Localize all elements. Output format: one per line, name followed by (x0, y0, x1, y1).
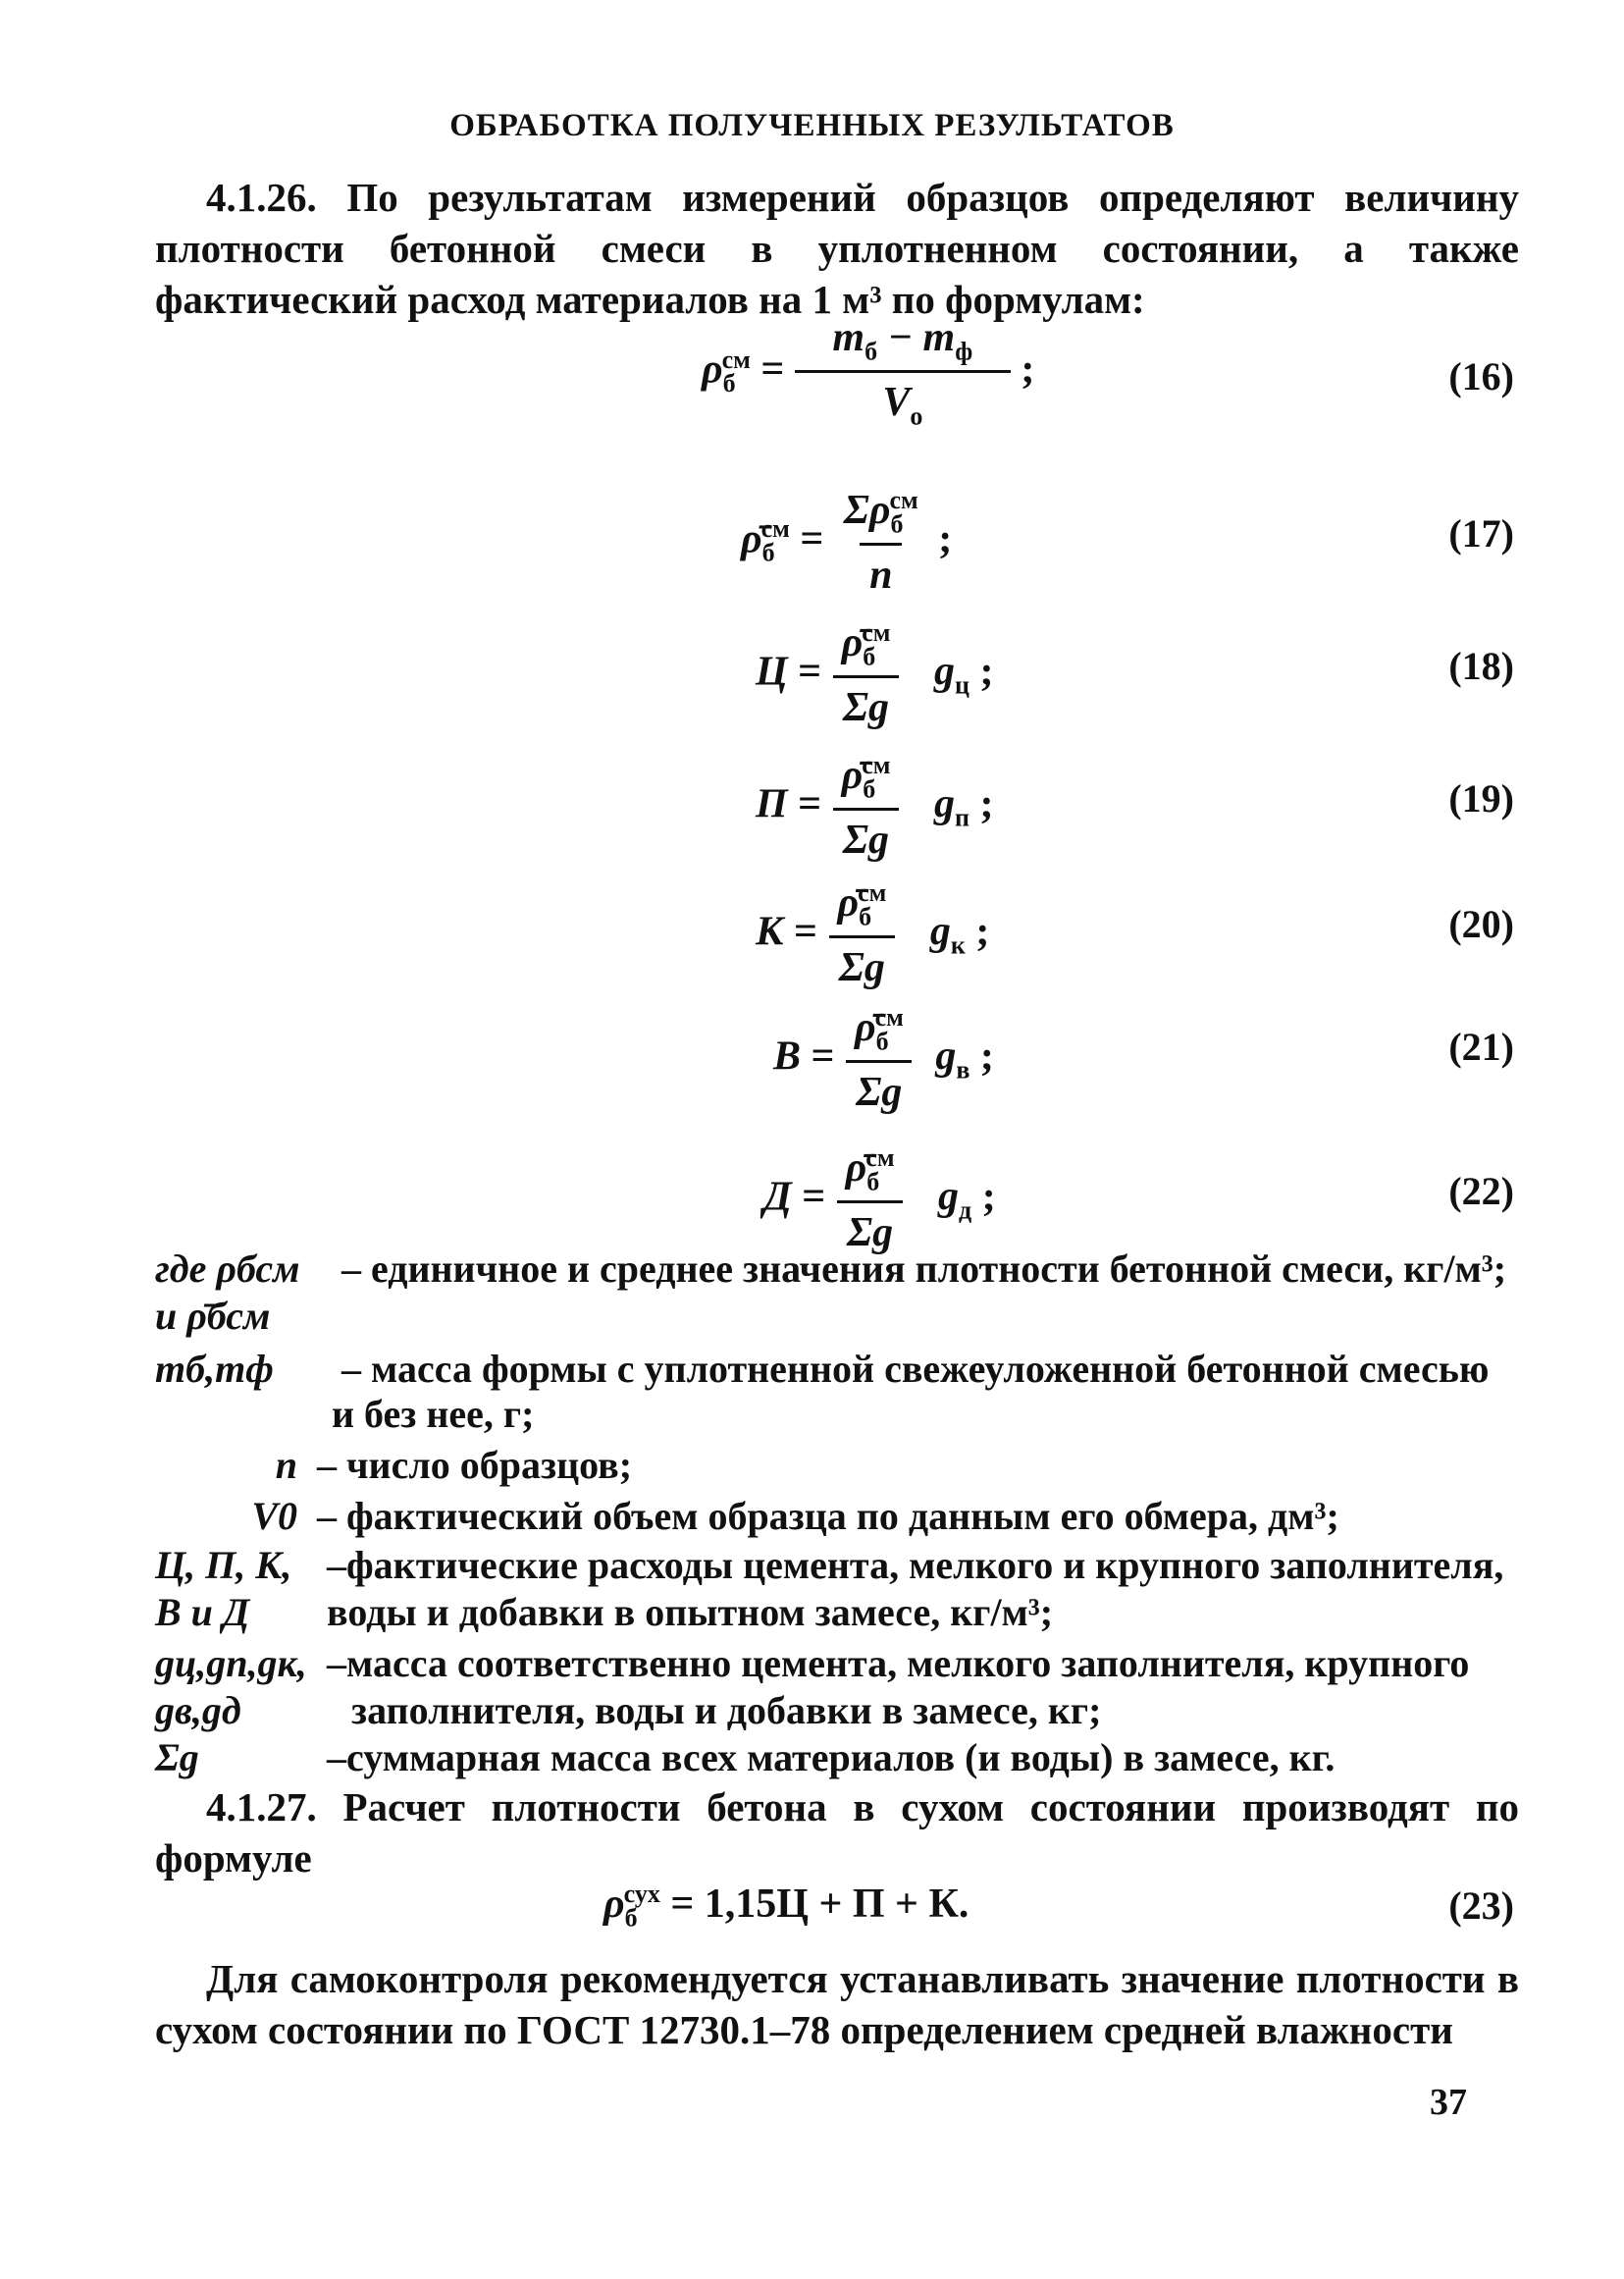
equation-number-22: (22) (1448, 1169, 1514, 1213)
paragraph-text: Для самоконтроля рекомендуется устанавливать значение плотности в сухом состоянии по ГОСТ 12730.1–78 определением средней влажности (155, 1956, 1519, 2052)
equation-number-16: (16) (1448, 354, 1514, 398)
formula-17: $\rhō_б^{см}$ = $\frac{\Sigma\rho_б^{см}}{n}$ ; (741, 486, 953, 599)
equation-number-23: (23) (1448, 1883, 1514, 1928)
formula-18: Ц = $\frac{\rhō_б^{см}}{\Sigma g}$ $g_ц$ ; (756, 618, 994, 731)
legend-row: где ρбсм – единичное и среднее значения плотности бетонной смеси, кг/м³; (155, 1246, 1507, 1291)
section-title: ОБРАБОТКА ПОЛУЧЕННЫХ РЕЗУЛЬТАТОВ (449, 108, 1175, 143)
formula-20: К = $\frac{\rhō_б^{см}}{\Sigma g}$ $g_к$ ; (756, 878, 990, 991)
legend-row: Ц, П, К, –фактические расходы цемента, мелкого и крупного заполнителя, (155, 1543, 1504, 1587)
formula-22: Д = $\frac{\rhō_б^{см}}{\Sigma g}$ $g_д$ ; (763, 1143, 996, 1256)
formula-19: П = $\frac{\rhō_б^{см}}{\Sigma g}$ $g_п$ ; (756, 751, 994, 864)
legend-row: V0 – фактический объем образца по данным его обмера, дм³; (251, 1494, 1339, 1538)
equation-number-21: (21) (1448, 1025, 1514, 1069)
formula-23: $\rho_б^{сух} = 1,15Ц + П + К$. (603, 1880, 969, 1933)
equation-number-17: (17) (1448, 511, 1514, 556)
page-number: 37 (1430, 2082, 1467, 2123)
legend-row: В и Д воды и добавки в опытном замесе, кг/м³; (155, 1590, 1054, 1634)
legend-row: gв,gд заполнителя, воды и добавки в замесе, кг; (155, 1688, 1102, 1732)
equation-number-18: (18) (1448, 644, 1514, 688)
paragraph-text: 4.1.26. По результатам измерений образцов определяют величину плотности бетонной смеси в уплотненном состоянии, а также фактический расход материалов на 1 м³ по формулам: (155, 175, 1519, 322)
legend-row: n – число образцов; (275, 1443, 633, 1487)
paragraph-text: 4.1.27. Расчет плотности бетона в сухом состоянии производят по формуле (155, 1784, 1519, 1881)
paragraph-4-1-27 (155, 1781, 1519, 1883)
paragraph-self-control (155, 1953, 1519, 2055)
legend-row: mб,mф – масса формы с уплотненной свежеуложенной бетонной смесью (155, 1347, 1490, 1391)
formula-21: В = $\frac{\rhō_б^{см}}{\Sigma g}$ $g_в$ ; (773, 1003, 994, 1116)
paragraph-4-1-26 (155, 172, 1519, 325)
equation-number-19: (19) (1448, 776, 1514, 821)
legend-row: и без нее, г; (332, 1392, 535, 1436)
legend-row: и ρ̄бсм (155, 1294, 271, 1338)
legend-row: Σg –суммарная масса всех материалов (и воды) в замесе, кг. (155, 1735, 1336, 1779)
formula-16: $\rho_б^{см}$ = $\frac{m_б - m_ф}{V_о}$ ; (702, 315, 1035, 431)
symbols-legend (155, 1246, 1529, 1779)
legend-row: gц,gп,gк, –масса соответственно цемента, мелкого заполнителя, крупного (155, 1641, 1470, 1685)
equation-number-20: (20) (1448, 902, 1514, 946)
